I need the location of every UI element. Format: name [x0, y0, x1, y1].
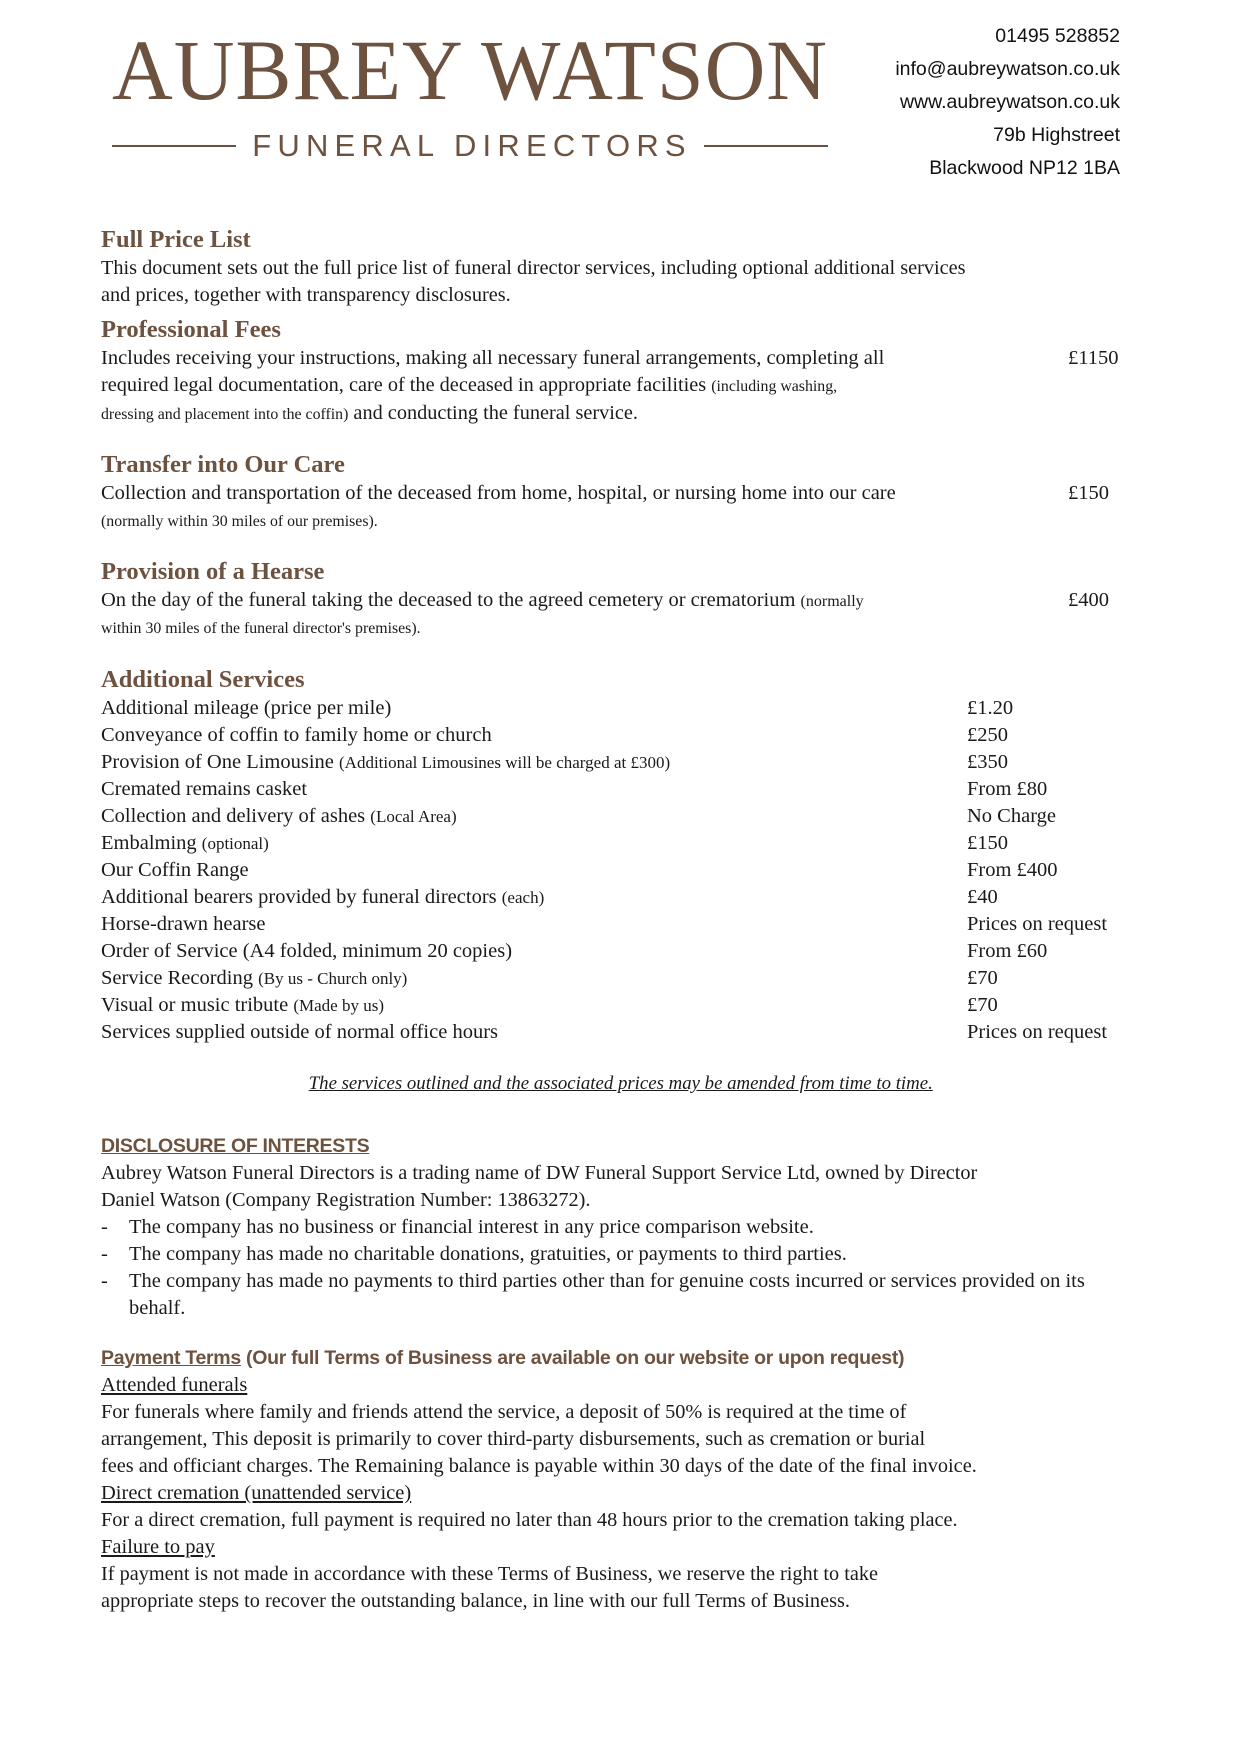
failure-line-1: If payment is not made in accordance with these Terms of Business, we reserve the right to take: [101, 1563, 879, 1585]
service-price: From £60: [967, 940, 1048, 962]
disclosure-title: DISCLOSURE OF INTERESTS: [101, 1135, 370, 1157]
service-row: [101, 830, 1151, 857]
disclosure-bullet: [101, 1214, 1151, 1241]
disclosure-bullet-text: The company has made no payments to third parties other than for genuine costs incurred or services provided on its behalf.: [129, 1270, 1085, 1319]
service-row: [101, 911, 1151, 938]
transfer-row: [101, 480, 1151, 507]
contact-website[interactable]: www.aubreywatson.co.uk: [899, 91, 1120, 113]
price-amendment-note: The services outlined and the associated prices may be amended from time to time.: [308, 1073, 933, 1094]
transfer-title: Transfer into Our Care: [101, 451, 345, 478]
company-logo-name: AUBREY WATSON: [112, 22, 829, 118]
service-row: [101, 992, 1151, 1019]
intro-line-2: and prices, together with transparency disclosures.: [101, 284, 511, 306]
service-row: [101, 1019, 1151, 1046]
attended-line-1: For funerals where family and friends attend the service, a deposit of 50% is required at the time of: [101, 1401, 907, 1423]
service-note: (Local Area): [370, 807, 457, 826]
service-price: Prices on request: [967, 913, 1108, 935]
service-label: Conveyance of coffin to family home or church: [101, 724, 492, 746]
service-row: [101, 749, 1151, 776]
contact-address-line1: 79b Highstreet: [993, 124, 1120, 146]
service-row: [101, 803, 1151, 830]
hearse-row: [101, 587, 1151, 614]
professional-fees-line-3-wrap: [101, 400, 1141, 428]
transfer-line-2-wrap: [101, 507, 1141, 535]
service-label: Additional bearers provided by funeral directors: [101, 886, 497, 908]
contact-address-line2: Blackwood NP12 1BA: [929, 157, 1120, 179]
bullet-dash: -: [101, 1216, 108, 1238]
transfer-price: £150: [1068, 482, 1109, 504]
service-label: Services supplied outside of normal office hours: [101, 1021, 499, 1043]
service-price: £70: [967, 967, 998, 989]
service-row: [101, 938, 1151, 965]
disclosure-line-2: Daniel Watson (Company Registration Number: 13863272).: [101, 1189, 591, 1211]
intro-line-1: This document sets out the full price list of funeral director services, including optional additional services: [101, 257, 966, 279]
logo-tagline-text: FUNERAL DIRECTORS: [252, 128, 692, 163]
bullet-dash: -: [101, 1243, 108, 1265]
transfer-line-2-note: (normally within 30 miles of our premises).: [101, 513, 378, 530]
document-body: [101, 224, 1151, 1615]
logo-rule-left: [112, 145, 236, 147]
professional-fees-line-1: Includes receiving your instructions, making all necessary funeral arrangements, completing all: [101, 347, 885, 369]
service-label: Provision of One Limousine: [101, 751, 334, 773]
hearse-line-1-note: (normally: [800, 593, 864, 610]
hearse-title: Provision of a Hearse: [101, 558, 325, 585]
service-row: [101, 857, 1151, 884]
transfer-line-1: Collection and transportation of the deceased from home, hospital, or nursing home into our care: [101, 482, 896, 504]
service-note: (optional): [201, 834, 269, 853]
service-price: £40: [967, 886, 998, 908]
logo-rule-right: [704, 145, 828, 147]
service-label: Cremated remains casket: [101, 778, 308, 800]
professional-fees-line-2: required legal documentation, care of the deceased in appropriate facilities: [101, 374, 707, 396]
service-price: From £80: [967, 778, 1048, 800]
direct-cremation-line-1: For a direct cremation, full payment is required no later than 48 hours prior to the cremation taking place.: [101, 1509, 958, 1531]
direct-cremation-title: Direct cremation (unattended service): [101, 1482, 412, 1504]
additional-services-title: Additional Services: [101, 666, 305, 693]
service-label: Order of Service (A4 folded, minimum 20 copies): [101, 940, 513, 962]
service-label: Embalming: [101, 832, 197, 854]
professional-fees-row: [101, 345, 1151, 372]
service-label: Our Coffin Range: [101, 859, 249, 881]
disclosure-bullet-text: The company has made no charitable donations, gratuities, or payments to third parties.: [129, 1243, 847, 1265]
service-price: Prices on request: [967, 1021, 1108, 1043]
contact-phone[interactable]: 01495 528852: [995, 25, 1120, 47]
professional-fees-line-3: and conducting the funeral service.: [353, 402, 639, 424]
service-price: £1.20: [967, 697, 1014, 719]
service-row: [101, 722, 1151, 749]
contact-block: [895, 20, 1120, 185]
attended-funerals-title: Attended funerals: [101, 1374, 248, 1396]
disclosure-bullet-text: The company has no business or financial interest in any price comparison website.: [129, 1216, 814, 1238]
service-label: Collection and delivery of ashes: [101, 805, 366, 827]
service-price: £350: [967, 751, 1008, 773]
professional-fees-line-2-note: (including washing,: [711, 378, 838, 395]
service-label: Service Recording: [101, 967, 253, 989]
service-note: (Additional Limousines will be charged at £300): [339, 753, 671, 772]
company-logo-tagline: [112, 128, 828, 164]
disclosure-line-1: Aubrey Watson Funeral Directors is a trading name of DW Funeral Support Service Ltd, owned by Director: [101, 1162, 978, 1184]
failure-to-pay-title: Failure to pay: [101, 1536, 215, 1558]
service-row: [101, 695, 1151, 722]
attended-line-3: fees and officiant charges. The Remaining balance is payable within 30 days of the date of the final invoice.: [101, 1455, 977, 1477]
service-note: (each): [501, 888, 545, 907]
full-price-list-title: Full Price List: [101, 226, 251, 253]
payment-terms-heading: [101, 1345, 1151, 1372]
hearse-line-2-wrap: [101, 614, 1141, 642]
service-price: No Charge: [967, 805, 1057, 827]
service-price: £250: [967, 724, 1008, 746]
professional-fees-price: £1150: [1068, 347, 1119, 369]
service-price: £150: [967, 832, 1008, 854]
additional-services-list: [101, 695, 1151, 1046]
contact-email[interactable]: info@aubreywatson.co.uk: [895, 58, 1120, 80]
service-label: Horse-drawn hearse: [101, 913, 266, 935]
hearse-line-2-note: within 30 miles of the funeral director's premises).: [101, 620, 421, 637]
hearse-line-1: On the day of the funeral taking the deceased to the agreed cemetery or crematorium: [101, 589, 796, 611]
bullet-dash: -: [101, 1270, 108, 1292]
service-note: (By us - Church only): [258, 969, 408, 988]
service-row: [101, 776, 1151, 803]
disclosure-bullet: [101, 1241, 1151, 1268]
payment-terms-title: Payment Terms: [101, 1347, 241, 1369]
service-price: £70: [967, 994, 998, 1016]
payment-terms-subtitle: (Our full Terms of Business are available on our website or upon request): [246, 1347, 905, 1369]
service-note: (Made by us): [293, 996, 385, 1015]
disclosure-bullet: [101, 1268, 1129, 1322]
hearse-price: £400: [1068, 589, 1109, 611]
service-price: From £400: [967, 859, 1058, 881]
service-row: [101, 884, 1151, 911]
professional-fees-line-2-wrap: [101, 372, 1141, 400]
attended-line-2: arrangement, This deposit is primarily to cover third-party disbursements, such as cremation or burial: [101, 1428, 926, 1450]
professional-fees-title: Professional Fees: [101, 316, 281, 343]
professional-fees-line-3-note: dressing and placement into the coffin): [101, 406, 349, 423]
failure-line-2: appropriate steps to recover the outstanding balance, in line with our full Terms of Business.: [101, 1590, 850, 1612]
service-row: [101, 965, 1151, 992]
service-label: Visual or music tribute: [101, 994, 289, 1016]
service-label: Additional mileage (price per mile): [101, 697, 392, 719]
